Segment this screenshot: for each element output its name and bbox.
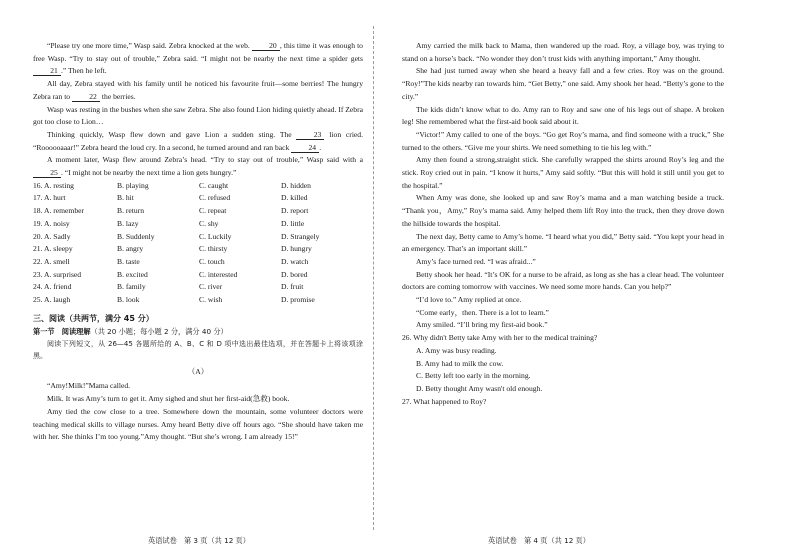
passage-a-paragraph: “Victor!” Amy called to one of the boys. “Go get Roy’s mama, and find someone with a truck,” She turned to the others. “Give me your shirts. We need something to tie his leg with.” [402,129,724,152]
cloze-paragraph-2: All day, Zebra stayed with his family until he noticed his favourite fruit—some berries! The hungry Zebra ran to 22 the berries. [33,79,363,101]
passage-a-paragraph: “Come early，then. There is a lot to learn.” [416,307,549,317]
section-heading-reading: 三、阅读（共两节，满分 45 分） [33,313,154,323]
question-27: 27. What happened to Roy? [402,396,487,406]
blank-25: 25 [33,168,61,178]
question-26: 26. Why didn't Betty take Amy with her to the medical training? [402,333,598,343]
option-row: 23. A. surprised B. excited C. interested D. bored [33,269,308,279]
passage-a-paragraph: “Amy!Milk!”Mama called. [47,381,131,391]
blank-23: 23 [296,130,324,140]
passage-a-paragraph: Amy tied the cow close to a tree. Somewhere down the mountain, some volunteer doctors were teaching medical skills to village nurses. Amy heard Betty dive off hours ago. “She should have taken me with her. She thinks I’m too young.”Amy thought. “But she’s wrong. I am already 15!” [33,406,363,442]
page-footer-left: 英语试卷 第 3 页（共 12 页） [148,536,250,545]
page-footer-right: 英语试卷 第 4 页（共 12 页） [488,536,590,545]
option-row: 22. A. smell B. taste C. touch D. watch [33,256,309,266]
blank-21: 21 [33,66,61,76]
left-page-column [33,40,363,444]
cloze-paragraph-1: “Please try one more time,” Wasp said. Zebra knocked at the web. 20 , this time it was enough to free Wasp. “Try to stay out of trouble,” Zebra said. “I might not be nearby the next time a spider gets 21 .” Then he left. [33,41,363,76]
passage-a-paragraph: Milk. It was Amy’s turn to get it. Amy sighed and shut her first-aid(急救) book. [47,394,290,404]
option-row: 20. A. Sadly B. Suddenly C. Luckily D. Strangely [33,231,320,241]
cloze-paragraph-5: A moment later, Wasp flew around Zebra’s head. “Try to stay out of trouble,” Wasp said with a 25 . “I might not be nearby the next time a lion gets hungry.” [33,154,363,179]
cloze-paragraph-4: Thinking quickly, Wasp flew down and gave Lion a sudden sting. The 23 lion cried. “Roooooaaar!” Zebra heard the loud cry. In a second, he turned around and ran back 24 . [33,129,363,152]
passage-a-paragraph: “I’d love to.” Amy replied at once. [416,295,522,305]
passage-a-paragraph: Amy’s face turned red. “I was afraid...” [416,256,536,266]
option-row: 16. A. resting B. playing C. caught D. hidden [33,180,311,190]
passage-a-paragraph: The kids didn’t know what to do. Amy ran to Roy and saw one of his legs out of shape. A broken leg! She remembered what the first-aid book said about it. [402,104,724,127]
question-26-option: A. Amy was busy reading. [416,345,497,355]
question-26-option: D. Betty thought Amy wasn't old enough. [416,383,543,393]
option-row: 19. A. noisy B. lazy C. shy D. little [33,218,305,228]
cloze-paragraph-3: Wasp was resting in the bushes when she saw Zebra. She also found Lion hiding quietly ahead. If Zebra got too close to Lion… [33,104,363,127]
passage-a-paragraph: Amy smiled. “I’ll bring my first-aid book.” [416,320,548,330]
right-page-column [402,40,724,408]
option-row: 25. A. laugh B. look C. wish D. promise [33,295,315,305]
blank-24: 24 [291,143,319,153]
passage-a-paragraph: When Amy was done, she looked up and saw Roy’s mama and a man watching beside a truck. “Thank you，Amy,” Roy’s mama said. Amy helped them lift Roy into the truck, then they drove down the hillside towards the hospital. [402,193,724,228]
blank-20: 20 [252,41,280,51]
passage-label: （A） [187,366,209,376]
blank-22: 22 [72,92,100,102]
question-26-option: C. Betty left too early in the morning. [416,371,531,381]
passage-a-paragraph: Amy then found a strong,straight stick. She carefully wrapped the shirts around Roy’s leg and the stick. Roy cried out in pain. “I know it hurts,” Amy said softly. “But this will hold it still until you get to the hospital.” [402,155,724,190]
option-row: 17. A. hurt B. hit C. refused D. killed [33,193,308,203]
passage-a-paragraph: She had just turned away when she heard a heavy fall and a few cries. Roy was on the ground. “Roy!”The kids nearby ran towards him. “Get Betty,” one said. Amy shook her head. “Betty’s gone to the city.” [402,66,724,101]
question-26-option: B. Amy had to milk the cow. [416,358,504,368]
option-row: 18. A. remember B. return C. repeat D. report [33,206,309,216]
option-row: 21. A. sleepy B. angry C. thirsty D. hungry [33,244,312,254]
page-divider [373,26,374,530]
option-row: 24. A. friend B. family C. river D. fruit [33,282,304,292]
passage-a-paragraph: Betty shook her head. “It’s OK for a nurse to be afraid, as long as she has a clear head. The volunteer doctors are coming tomorrow with vaccines. We need some more hands. Can you help?” [402,269,724,292]
passage-a-paragraph: The next day, Betty came to Amy’s home. “I heard what you did,” Betty said. “You kept your head in an emergency. That’s an important skill.” [402,231,724,254]
passage-a-paragraph: Amy carried the milk back to Mama, then wandered up the road. Roy, a village boy, was trying to stand on a horse’s back. “No wonder they don’t trust kids with anything important,” Amy thought. [402,41,724,63]
reading-instructions: 阅读下列短文，从 26—45 各题所给的 A、B、C 和 D 项中选出最佳选项，并在答题卡上将该项涂黑。 [33,339,363,361]
cloze-options-table [33,180,319,307]
subsection-heading: 第一节 阅读理解（共 20 小题；每小题 2 分，满分 40 分） [33,326,228,336]
